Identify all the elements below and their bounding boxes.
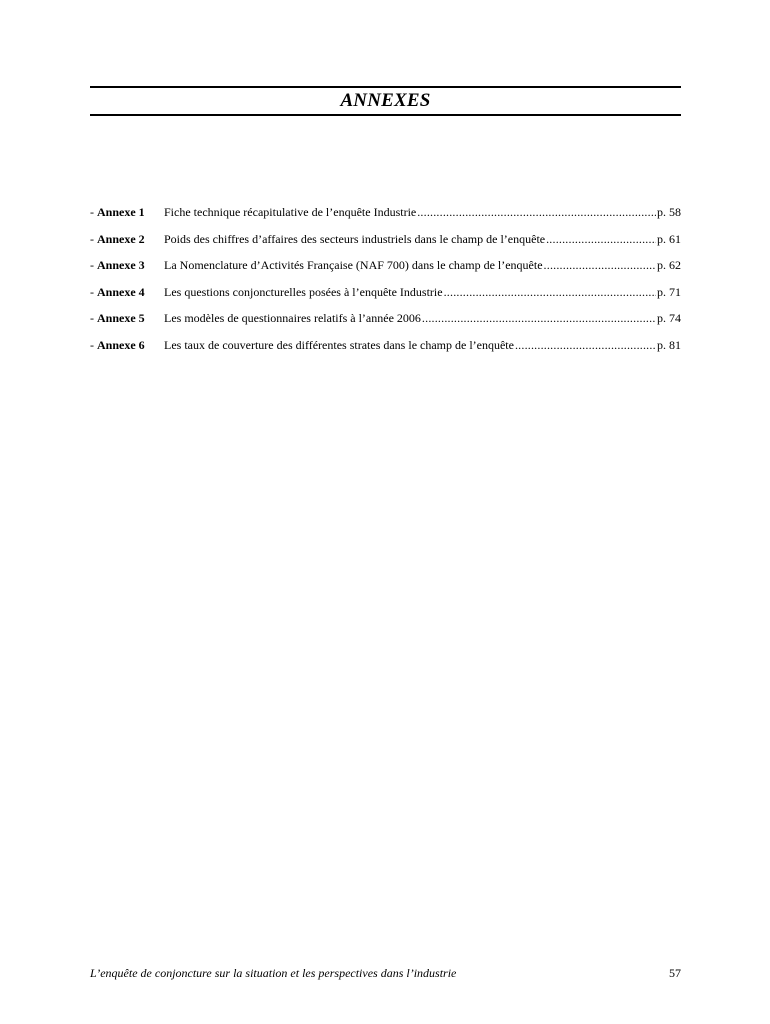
annex-title: La Nomenclature d’Activités Française (NAF 700) dans le champ de l’enquête [164,258,543,272]
annex-title: Fiche technique récapitulative de l’enquête Industrie [164,205,417,219]
dot-leader [422,308,656,328]
annex-title: Les taux de couverture des différentes strates dans le champ de l’enquête [164,337,514,352]
annex-page: p. 81 [657,337,681,352]
page-title: ANNEXES [340,90,431,111]
annex-title: Les modèles de questionnaires relatifs à l’année 2006 [164,311,421,325]
annex-title: Les questions conjoncturelles posées à l’enquête Industrie [164,284,443,299]
toc-entry-annexe-5 [90,308,681,335]
running-title: L’enquête de conjoncture sur la situation et les perspectives dans l’industrie [90,966,457,980]
dot-leader [515,335,656,355]
annex-page: p. 74 [657,311,681,325]
annex-title: Poids des chiffres d’affaires des secteurs industriels dans le champ de l’enquête [164,231,546,246]
title-block [90,86,681,116]
annex-number: - Annexe 6 [90,337,145,352]
toc-entry-annexe-2 [90,229,681,256]
annex-page: p. 58 [657,205,681,219]
annex-number: - Annexe 5 [90,311,145,325]
table-of-contents [90,202,681,361]
annex-page: p. 61 [657,231,681,246]
toc-entry-annexe-1 [90,202,681,229]
page-number: 57 [669,966,681,980]
annex-number: - Annexe 4 [90,284,145,299]
dot-leader [546,229,656,249]
toc-entry-annexe-3 [90,255,681,282]
toc-entry-annexe-4 [90,282,681,309]
annex-number: - Annexe 2 [90,231,145,246]
dot-leader [544,255,656,275]
page-footer [90,966,681,981]
toc-entry-annexe-6 [90,335,681,362]
dot-leader [417,202,656,222]
annex-number: - Annexe 3 [90,258,145,272]
annex-page: p. 71 [657,284,681,299]
annex-page: p. 62 [657,258,681,272]
annex-number: - Annexe 1 [90,205,145,219]
dot-leader [444,282,656,302]
